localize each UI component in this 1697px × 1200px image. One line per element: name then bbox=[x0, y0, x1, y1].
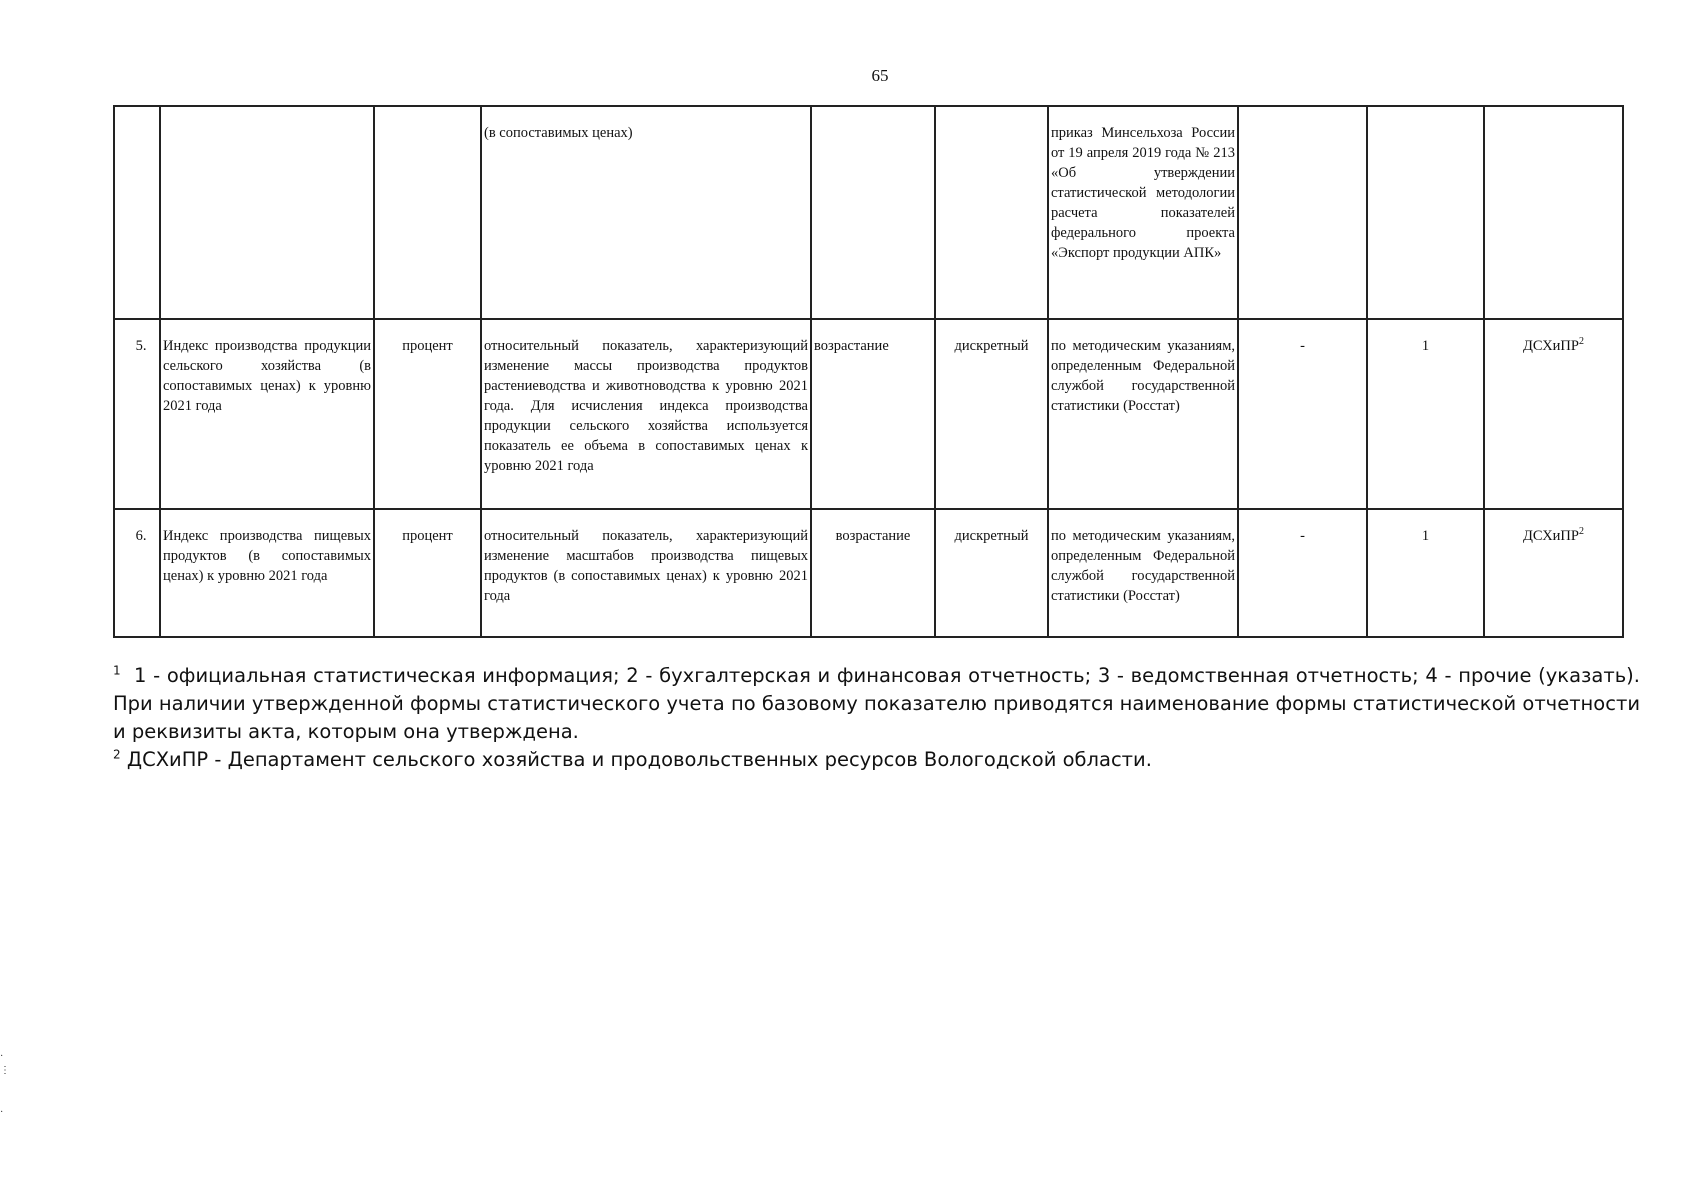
indicators-table bbox=[113, 105, 1624, 638]
cell-indicator-type: дискретный bbox=[935, 509, 1048, 637]
cell-number: 5. bbox=[114, 319, 160, 509]
responsible-text: ДСХиПР bbox=[1523, 338, 1579, 354]
footnote-2-text: ДСХиПР - Департамент сельского хозяйства и продовольственных ресурсов Вологодской области. bbox=[126, 748, 1152, 771]
cell-indicator-name: Индекс производства пищевых продуктов (в сопоставимых ценах) к уровню 2021 года bbox=[160, 509, 374, 637]
table-row bbox=[114, 509, 1623, 637]
footnote-2-mark: 2 bbox=[113, 747, 121, 762]
indicators-table-wrapper bbox=[113, 105, 1624, 638]
cell-number: 6. bbox=[114, 509, 160, 637]
cell-method: по методическим указаниям, определенным Федеральной службой государственной статистики (Росстат) bbox=[1048, 319, 1238, 509]
cell-trend: возрастание bbox=[811, 509, 935, 637]
cell-indicator-name: Индекс производства продукции сельского хозяйства (в сопоставимых ценах) к уровню 2021 года bbox=[160, 319, 374, 509]
cell-definition: относительный показатель, характеризующий изменение массы производства продуктов растениеводства и животноводства к уровню 2021 года. Для исчисления индекса производства продукции сельского хозяйства используется показатель ее объема в сопоставимых ценах к уровню 2021 года bbox=[481, 319, 811, 509]
cell-number bbox=[114, 106, 160, 319]
cell-trend: возрастание bbox=[811, 319, 935, 509]
cell-col9: 1 bbox=[1367, 319, 1484, 509]
cell-col8: - bbox=[1238, 319, 1367, 509]
footnote-ref: 2 bbox=[1578, 336, 1584, 348]
footnote-ref: 2 bbox=[1578, 526, 1584, 538]
cell-indicator-name bbox=[160, 106, 374, 319]
cell-unit: процент bbox=[374, 319, 481, 509]
cell-col9: 1 bbox=[1367, 509, 1484, 637]
responsible-text: ДСХиПР bbox=[1523, 528, 1579, 544]
page-number: 65 bbox=[871, 66, 889, 85]
cell-unit bbox=[374, 106, 481, 319]
cell-definition: (в сопоставимых ценах) bbox=[481, 106, 811, 319]
table-row bbox=[114, 319, 1623, 509]
cell-method: по методическим указаниям, определенным Федеральной службой государственной статистики (Росстат) bbox=[1048, 509, 1238, 637]
cell-responsible bbox=[1484, 319, 1623, 509]
cell-method: приказ Минсельхоза России от 19 апреля 2019 года № 213 «Об утверждении статистической методологии расчета показателей федерального проекта «Экспорт продукции АПК» bbox=[1048, 106, 1238, 319]
cell-trend bbox=[811, 106, 935, 319]
cell-indicator-type bbox=[935, 106, 1048, 319]
cell-unit: процент bbox=[374, 509, 481, 637]
footnote-1-mark: 1 bbox=[113, 663, 121, 678]
footnote-2 bbox=[113, 746, 1640, 774]
cell-col8: - bbox=[1238, 509, 1367, 637]
footnote-1-text: 1 - официальная статистическая информация; 2 - бухгалтерская и финансовая отчетность; 3 - ведомственная отчетность; 4 - прочие (указать). При наличии утвержденной формы статистического учета по базовому показателю приводятся наименование формы статистической отчетности и реквизиты акта, которым она утверждена. bbox=[113, 664, 1640, 743]
scan-margin-marks: · ⋮ · bbox=[0, 1051, 10, 1118]
cell-definition: относительный показатель, характеризующий изменение масштабов производства пищевых продуктов (в сопоставимых ценах) к уровню 2021 года bbox=[481, 509, 811, 637]
cell-col8 bbox=[1238, 106, 1367, 319]
cell-responsible bbox=[1484, 509, 1623, 637]
table-row bbox=[114, 106, 1623, 319]
cell-indicator-type: дискретный bbox=[935, 319, 1048, 509]
cell-responsible bbox=[1484, 106, 1623, 319]
footnote-1 bbox=[113, 662, 1640, 746]
cell-col9 bbox=[1367, 106, 1484, 319]
footnotes bbox=[113, 662, 1640, 774]
